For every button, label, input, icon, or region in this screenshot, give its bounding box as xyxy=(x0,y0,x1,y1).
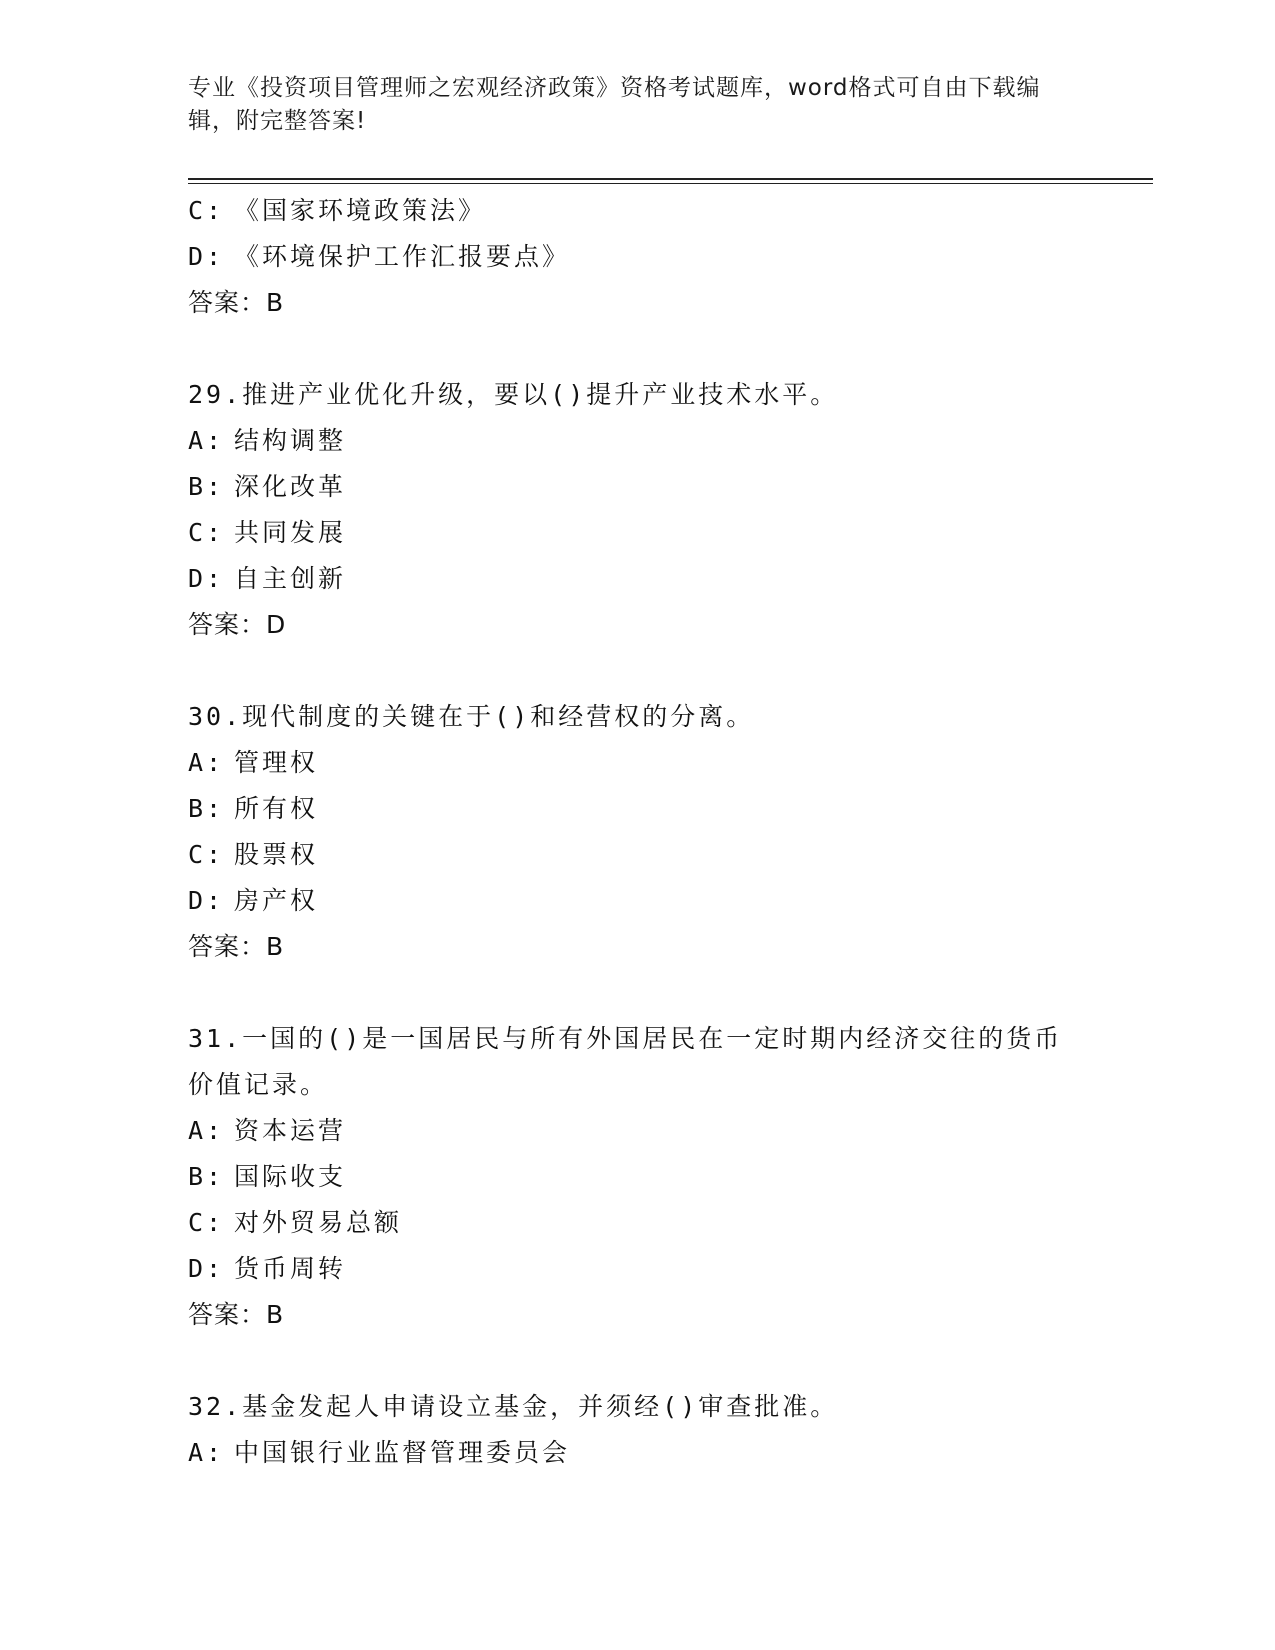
option-text: 中国银行业监督管理委员会 xyxy=(234,1438,571,1467)
option-a xyxy=(188,1430,1088,1476)
question-stem: 32.基金发起人申请设立基金，并须经()审查批准。 xyxy=(188,1392,839,1421)
option-text: 股票权 xyxy=(234,840,319,869)
option-text: 资本运营 xyxy=(234,1116,347,1145)
option-key: B: xyxy=(188,472,225,501)
option-text: 自主创新 xyxy=(234,564,347,593)
option-c xyxy=(188,832,1088,878)
option-key: D: xyxy=(188,242,225,271)
option-text: 《国家环境政策法》 xyxy=(234,196,487,225)
option-key: C: xyxy=(188,1208,225,1237)
question-stem: 31.一国的()是一国居民与所有外国居民在一定时期内经济交往的货币价值记录。 xyxy=(188,1024,1063,1099)
option-text: 房产权 xyxy=(234,886,319,915)
answer-line: 答案：D xyxy=(188,610,287,639)
option-key: A: xyxy=(188,1438,225,1467)
option-key: B: xyxy=(188,1162,225,1191)
option-b xyxy=(188,1154,1088,1200)
option-key: D: xyxy=(188,564,225,593)
option-a xyxy=(188,418,1088,464)
header-divider-thin xyxy=(188,183,1153,184)
option-key: A: xyxy=(188,1116,225,1145)
option-a xyxy=(188,740,1088,786)
option-a xyxy=(188,1108,1088,1154)
option-text: 深化改革 xyxy=(234,472,347,501)
option-key: C: xyxy=(188,840,225,869)
option-d xyxy=(188,234,1088,280)
option-d xyxy=(188,1246,1088,1292)
option-key: B: xyxy=(188,794,225,823)
option-key: D: xyxy=(188,886,225,915)
question-list xyxy=(188,188,1088,1476)
option-text: 共同发展 xyxy=(234,518,347,547)
option-text: 对外贸易总额 xyxy=(234,1208,403,1237)
question-stem: 29.推进产业优化升级，要以()提升产业技术水平。 xyxy=(188,380,839,409)
header-divider-thick xyxy=(188,178,1153,180)
option-text: 管理权 xyxy=(234,748,319,777)
answer-line: 答案：B xyxy=(188,932,285,961)
option-text: 所有权 xyxy=(234,794,319,823)
option-text: 结构调整 xyxy=(234,426,347,455)
option-c xyxy=(188,510,1088,556)
option-key: C: xyxy=(188,518,225,547)
option-key: A: xyxy=(188,426,225,455)
question-stem: 30.现代制度的关键在于()和经营权的分离。 xyxy=(188,702,755,731)
option-text: 《环境保护工作汇报要点》 xyxy=(234,242,571,271)
option-text: 货币周转 xyxy=(234,1254,347,1283)
answer-line: 答案：B xyxy=(188,1300,285,1329)
option-key: C: xyxy=(188,196,225,225)
page-header: 专业《投资项目管理师之宏观经济政策》资格考试题库，word格式可自由下载编辑，附完整答案! xyxy=(188,75,1041,134)
option-b xyxy=(188,786,1088,832)
option-b xyxy=(188,464,1088,510)
option-key: D: xyxy=(188,1254,225,1283)
option-d xyxy=(188,556,1088,602)
answer-line: 答案：B xyxy=(188,288,285,317)
option-key: A: xyxy=(188,748,225,777)
option-c xyxy=(188,188,1088,234)
option-d xyxy=(188,878,1088,924)
option-text: 国际收支 xyxy=(234,1162,347,1191)
option-c xyxy=(188,1200,1088,1246)
